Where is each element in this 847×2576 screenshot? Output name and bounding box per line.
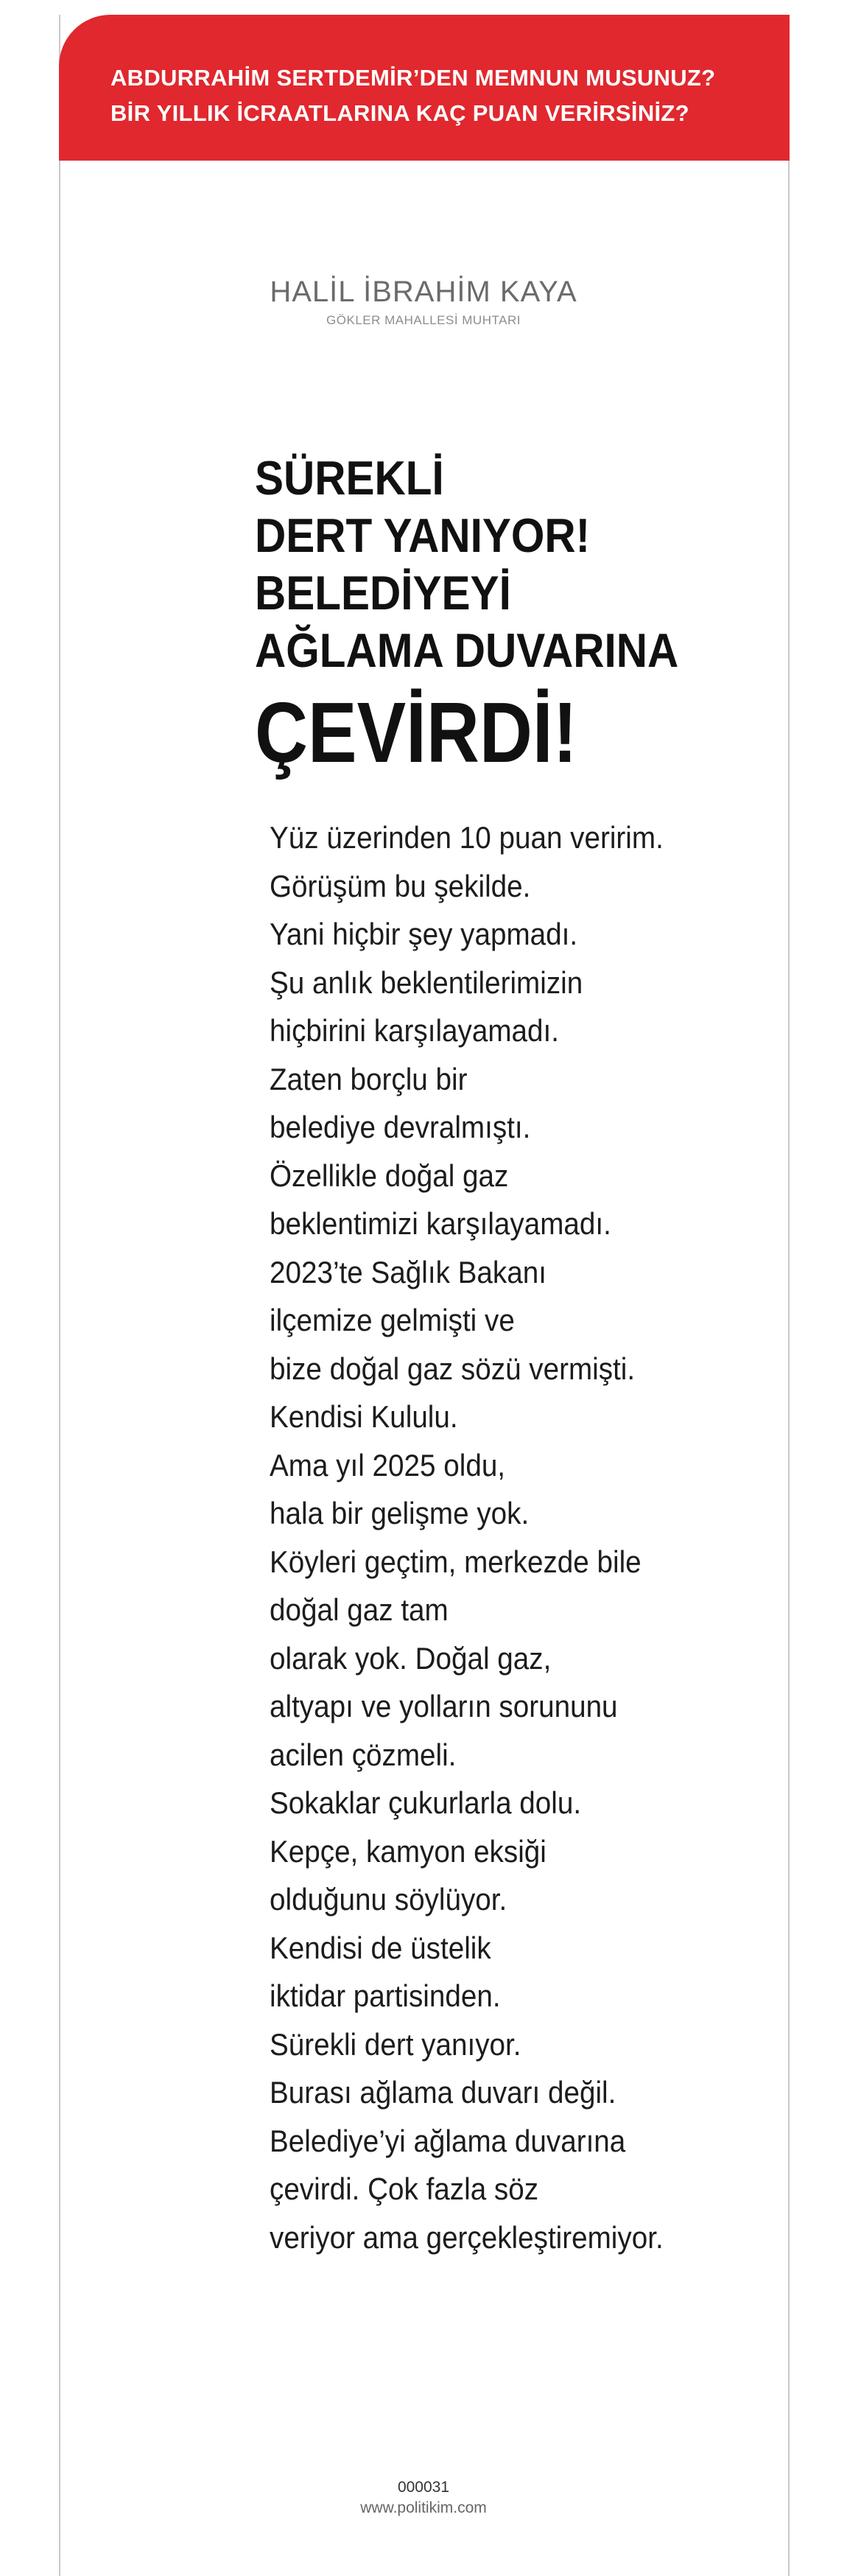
body-line: 2023’te Sağlık Bakanı <box>270 1254 546 1289</box>
body-line: veriyor ama gerçekleştiremiyor. <box>270 2219 664 2255</box>
body-line: Zaten borçlu bir <box>270 1061 468 1096</box>
body-line: bize doğal gaz sözü vermişti. <box>270 1351 636 1386</box>
body-line: Köyleri geçtim, merkezde bile <box>270 1544 642 1579</box>
body-line: hala bir gelişme yok. <box>270 1496 530 1530</box>
footer <box>0 2477 847 2519</box>
headline-emphasis: ÇEVİRDİ! <box>255 685 577 780</box>
body-line: doğal gaz tam <box>270 1592 449 1627</box>
body-line: Yani hiçbir şey yapmadı. <box>270 917 578 951</box>
body-line: olduğunu söylüyor. <box>270 1882 507 1917</box>
body-line: Kepçe, kamyon eksiği <box>270 1833 546 1869</box>
body-line: ilçemize gelmişti ve <box>270 1303 515 1337</box>
body-line: çevirdi. Çok fazla söz <box>270 2171 539 2206</box>
quote-body <box>270 813 785 2261</box>
body-line: altyapı ve yolların sorununu <box>270 1689 618 1723</box>
body-line: belediye devralmıştı. <box>270 1110 531 1144</box>
body-line: Özellikle doğal gaz <box>270 1158 509 1193</box>
question-banner <box>59 15 790 161</box>
body-line: Sokaklar çukurlarla dolu. <box>270 1785 582 1820</box>
body-line: Ama yıl 2025 oldu, <box>270 1447 506 1483</box>
banner-question-line-1: ABDURRAHİM SERTDEMİR’DEN MEMNUN MUSUNUZ? <box>110 65 716 91</box>
headline-line: SÜREKLİ <box>255 451 444 505</box>
body-line: Kendisi Kululu. <box>270 1399 458 1434</box>
body-line: Kendisi de üstelik <box>270 1930 491 1965</box>
author-block <box>0 274 847 330</box>
body-line: acilen çözmeli. <box>270 1737 457 1772</box>
headline <box>255 449 785 783</box>
body-line: Yüz üzerinden 10 puan veririm. <box>270 820 664 855</box>
body-line: beklentimizi karşılayamadı. <box>270 1206 611 1241</box>
body-line: olarak yok. Doğal gaz, <box>270 1640 552 1676</box>
banner-question-line-2: BİR YILLIK İCRAATLARINA KAÇ PUAN VERİRSİNİZ? <box>110 100 689 126</box>
body-line: Şu anlık beklentilerimizin <box>270 965 583 1000</box>
body-line: Belediye’yi ağlama duvarına <box>270 2123 626 2158</box>
body-line: Sürekli dert yanıyor. <box>270 2026 521 2062</box>
headline-line: DERT YANIYOR! <box>255 508 591 562</box>
body-line: hiçbirini karşılayamadı. <box>270 1013 559 1048</box>
author-name: HALİL İBRAHİM KAYA <box>270 276 577 308</box>
page-code: 000031 <box>397 2479 450 2496</box>
author-title: GÖKLER MAHALLESİ MUHTARI <box>326 313 521 327</box>
headline-line: AĞLAMA DUVARINA <box>255 623 679 677</box>
body-line: Görüşüm bu şekilde. <box>270 868 531 903</box>
body-line: Burası ağlama duvarı değil. <box>270 2075 616 2110</box>
body-line: iktidar partisinden. <box>270 1978 501 2013</box>
website-link[interactable]: www.politikim.com <box>360 2499 487 2516</box>
headline-line: BELEDİYEYİ <box>255 566 511 620</box>
